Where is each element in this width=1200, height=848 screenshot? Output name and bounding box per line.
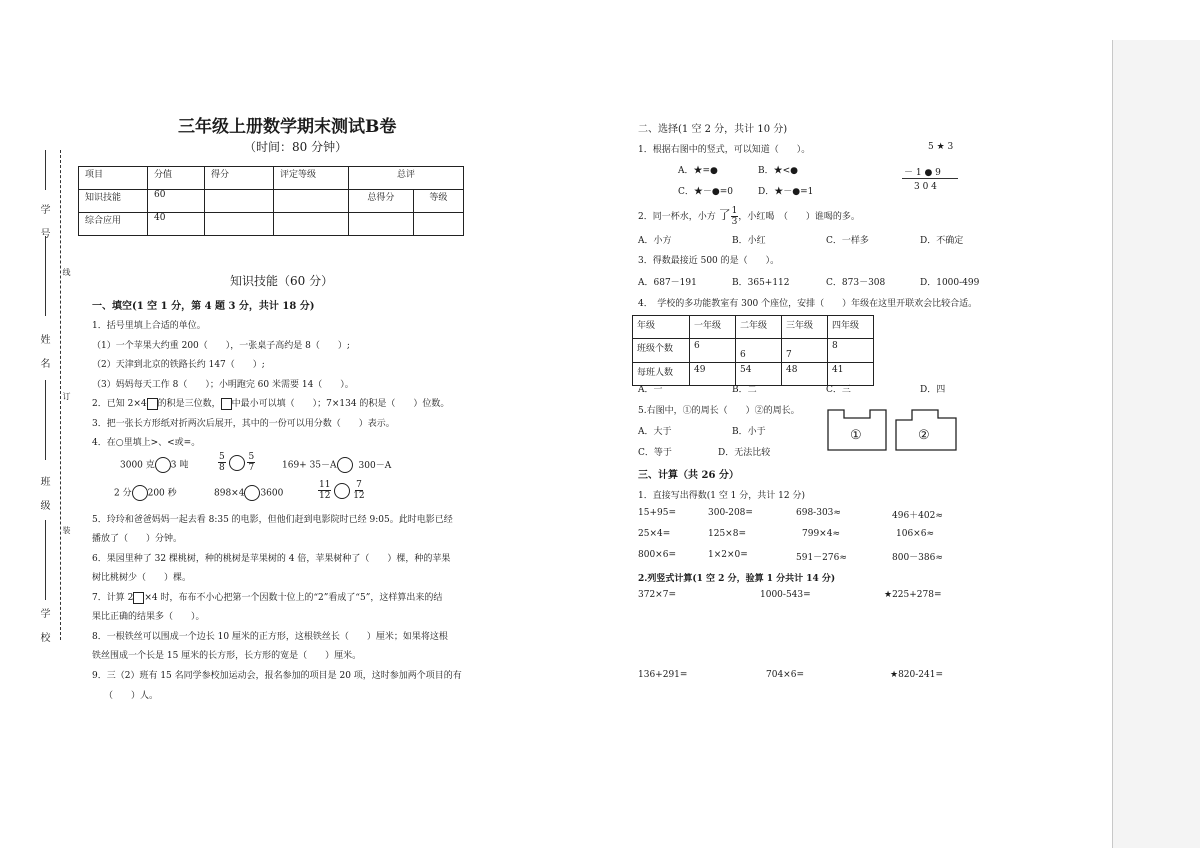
compare-circle[interactable] (155, 457, 171, 473)
question-2-part-a: 2．已知 2×4 (92, 399, 147, 409)
choice-4-option-b[interactable]: B．二 (732, 385, 757, 395)
choice-5: 5.右图中，①的周长（ ）②的周长。 (638, 406, 800, 416)
score-header-overall: 总评 (349, 167, 464, 190)
score-subheader-total: 总得分 (349, 190, 414, 213)
grade-header: 一年级 (690, 316, 736, 339)
score-header-grade: 评定等级 (274, 167, 349, 190)
part2-heading: 二、选择(1 空 2 分，共计 10 分) (638, 124, 788, 135)
score-subheader-level: 等级 (413, 190, 463, 213)
direct-calc: 1×2×0= (708, 550, 748, 560)
question-7-line2: 果比正确的结果多（ ）。 (92, 612, 205, 622)
question-1-2: （2）天津到北京的铁路长约 147（ ）; (92, 360, 265, 370)
question-3: 3．把一张长方形纸对折两次后展开，其中的一份可以用分数（ ）表示。 (92, 419, 395, 429)
score-row-item: 知识技能 (79, 190, 148, 213)
vertical-calc-item: 136+291= (638, 670, 688, 680)
question-9-line1: 9．三（2）班有 15 名同学参校加运动会，报名参加的项目是 20 项，这时参加两个项目的有 (92, 671, 462, 681)
direct-calc: 800×6= (638, 550, 676, 560)
direct-calc: 591－276≈ (796, 553, 847, 563)
score-cell-blank[interactable] (413, 213, 463, 236)
question-8-line2: 铁丝围成一个长是 15 厘米的长方形，长方形的宽是（ ）厘米。 (92, 651, 362, 661)
vertical-calc-item: 704×6= (766, 670, 804, 680)
choice-4: 4． 学校的多功能教室有 300 个座位，安排（ ）年级在这里开联欢会比较合适。 (638, 299, 978, 309)
choice-4-option-c[interactable]: C．三 (826, 385, 851, 395)
direct-calc: 125×8= (708, 529, 746, 539)
binding-label-xuexiao: 学 校 (38, 608, 49, 644)
vertical-calc-result: 3 0 4 (914, 182, 937, 192)
grade-cell: 41 (828, 363, 874, 386)
compare-left: 169+ 35－A (282, 460, 337, 471)
grade-row-label: 班级个数 (633, 339, 690, 363)
vertical-calc-item: ★820-241= (890, 670, 944, 680)
score-cell-blank[interactable] (274, 213, 349, 236)
grade-cell: 6 (690, 339, 736, 363)
direct-calc: 25×4= (638, 529, 671, 539)
choice-3-option-a[interactable]: A．687－191 (638, 278, 697, 288)
question-7-part-b: ×4 时，布布不小心把第一个因数十位上的“2”看成了“5”，这样算出来的结 (144, 593, 443, 603)
binding-label-banji: 班 级 (38, 476, 49, 512)
grade-row-label: 每班人数 (633, 363, 690, 386)
score-cell-blank[interactable] (205, 213, 274, 236)
question-5-line2: 播放了（ ）分钟。 (92, 534, 183, 544)
score-row-item: 综合应用 (79, 213, 148, 236)
choice-5-option-d[interactable]: D．无法比较 (718, 448, 771, 458)
perimeter-shapes-figure (826, 406, 966, 452)
grade-cell: 54 (736, 363, 782, 386)
compare-1 (120, 457, 188, 473)
choice-3-option-c[interactable]: C．873－308 (826, 278, 886, 288)
direct-calc: 698-303≈ (796, 508, 841, 518)
part3-heading: 三、计算（共 26 分） (638, 470, 739, 481)
choice-2-option-a[interactable]: A．小方 (638, 236, 672, 246)
question-2-part-b: 的积是三位数， (157, 399, 221, 409)
choice-1-option-a[interactable]: A．★=● (678, 166, 718, 176)
vertical-calc-top: 5 ★ 3 (928, 142, 954, 152)
compare-5 (214, 485, 283, 501)
fraction: $\frac{11}{12}$ (319, 480, 331, 501)
binding-blank-xuehao (45, 150, 46, 190)
choice-2-part-a: 2．同一杯水，小方 (638, 212, 716, 222)
question-2 (92, 396, 449, 410)
score-header-score: 得分 (205, 167, 274, 190)
grade-cell: 6 (736, 339, 782, 363)
compare-4 (114, 485, 177, 501)
choice-2-option-b[interactable]: B．小红 (732, 236, 766, 246)
question-1: 1．括号里填上合适的单位。 (92, 321, 206, 331)
score-cell-blank[interactable] (274, 190, 349, 213)
binding-mark-xian: 线 (62, 268, 71, 278)
part3-sub2: 2.列竖式计算(1 空 2 分，验算 1 分共计 14 分) (638, 574, 836, 584)
compare-circle[interactable] (334, 483, 350, 499)
choice-3: 3．得数最接近 500 的是（ ）。 (638, 256, 780, 266)
grade-cell: 49 (690, 363, 736, 386)
compare-left: 3000 克 (120, 460, 155, 471)
vertical-calc-item: ★225+278= (884, 590, 942, 600)
section-knowledge-title: 知识技能（60 分） (230, 274, 334, 288)
scan-edge (1112, 40, 1200, 848)
exam-time: （时间：80 分钟） (244, 140, 348, 154)
choice-2-option-d[interactable]: D．不确定 (920, 236, 964, 246)
compare-circle[interactable] (229, 455, 245, 471)
score-cell-blank[interactable] (349, 213, 414, 236)
grade-header: 年级 (633, 316, 690, 339)
score-header-item: 项目 (79, 167, 148, 190)
compare-right: 3600 (260, 488, 284, 499)
direct-calc: 300-208= (708, 508, 753, 518)
compare-circle[interactable] (244, 485, 260, 501)
choice-2-part-c: ，小红喝 （ ）谁喝的多。 (738, 212, 860, 222)
score-cell-blank[interactable] (205, 190, 274, 213)
fraction: $\frac{5}{7}$ (248, 452, 255, 473)
choice-1-option-d[interactable]: D．★－●=1 (758, 187, 814, 197)
question-8-line1: 8．一根铁丝可以围成一个边长 10 厘米的正方形，这根铁丝长（ ）厘米；如果将这根 (92, 632, 448, 642)
grade-header: 四年级 (828, 316, 874, 339)
part3-sub1: 1．直接写出得数(1 空 1 分，共计 12 分) (638, 491, 805, 501)
choice-2 (638, 206, 860, 227)
choice-2-option-c[interactable]: C．一样多 (826, 236, 869, 246)
compare-left: 2 分 (114, 488, 132, 499)
question-5-line1: 5．玲玲和爸爸妈妈一起去看 8:35 的电影，但他们赶到电影院时已经 9:05。此时电影已经 (92, 515, 453, 525)
shape-2-label: ② (918, 428, 930, 443)
choice-5-option-c[interactable]: C．等于 (638, 448, 672, 458)
fraction: $\frac{5}{8}$ (219, 452, 225, 473)
grade-header: 二年级 (736, 316, 782, 339)
vertical-calc-item: 372×7= (638, 590, 676, 600)
vertical-calc-item: 1000-543= (760, 590, 811, 600)
binding-blank-xingming (45, 236, 46, 316)
page-title: 三年级上册数学期末测试B卷 (178, 117, 397, 137)
binding-label-xuehao: 学 号 (38, 204, 49, 240)
fraction: $\frac{1}{3}$ (731, 206, 738, 227)
question-7-part-a: 7．计算 2 (92, 593, 134, 603)
compare-6 (318, 480, 365, 501)
compare-2 (218, 452, 255, 473)
question-1-1: （1）一个苹果大约重 200（ ），一张桌子高约是 8（ ）; (92, 341, 350, 351)
question-2-part-c: 中最小可以填（ ）；7×134 的积是（ ）位数。 (231, 399, 450, 409)
score-header-value: 分值 (148, 167, 205, 190)
binding-blank-xuexiao (45, 520, 46, 600)
blank-box[interactable] (147, 398, 158, 410)
choice-1: 1．根据右图中的竖式，可以知道（ ）。 (638, 145, 811, 155)
vertical-calc-line (902, 178, 958, 179)
choice-5-option-a[interactable]: A．大于 (638, 427, 672, 437)
grade-header: 三年级 (782, 316, 828, 339)
binding-mark-ding: 订 (62, 392, 71, 402)
choice-5-option-b[interactable]: B．小于 (732, 427, 766, 437)
direct-calc: 800－386≈ (892, 553, 943, 563)
question-1-3: （3）妈妈每天工作 8（ ）；小明跑完 60 米需要 14（ ）。 (92, 380, 354, 390)
compare-circle[interactable] (132, 485, 148, 501)
compare-right: 200 秒 (147, 488, 177, 499)
direct-calc: 15+95= (638, 508, 676, 518)
choice-1-option-c[interactable]: C．★－●=0 (678, 187, 734, 197)
question-6-line1: 6．果园里种了 32 棵桃树，种的桃树是苹果树的 4 倍，苹果树种了（ ）棵，种的苹果 (92, 554, 451, 564)
choice-3-option-d[interactable]: D．1000-499 (920, 278, 980, 288)
compare-circle[interactable] (337, 457, 353, 473)
compare-left: 898×4 (214, 488, 245, 499)
choice-4-option-a[interactable]: A．一 (638, 385, 663, 395)
score-row-value: 40 (148, 213, 205, 236)
compare-3 (282, 457, 391, 473)
question-7-line1 (92, 590, 442, 604)
compare-right: 300－A (358, 460, 392, 471)
blank-box[interactable] (221, 398, 232, 410)
fraction: $\frac{7}{12}$ (353, 480, 365, 501)
direct-calc: 106×6≈ (896, 529, 934, 539)
direct-calc: 799×4≈ (802, 529, 840, 539)
score-table (78, 166, 464, 236)
blank-box[interactable] (133, 592, 144, 604)
binding-mark-zhuang: 装 (62, 526, 71, 536)
compare-right: 3 吨 (170, 460, 189, 471)
grade-cell: 48 (782, 363, 828, 386)
shape-1-label: ① (850, 428, 862, 443)
choice-3-option-b[interactable]: B．365+112 (732, 278, 790, 288)
vertical-calc-mid: － 1 ● 9 (904, 168, 941, 178)
binding-blank-banji (45, 380, 46, 460)
question-9-line2: （ ）人。 (104, 691, 159, 701)
score-row-value: 60 (148, 190, 205, 213)
direct-calc: 496＋402≈ (892, 511, 943, 521)
grade-table (632, 315, 874, 386)
question-6-line2: 树比桃树少（ ）棵。 (92, 573, 192, 583)
grade-cell: 8 (828, 339, 874, 363)
choice-2-part-b: 了 (718, 208, 731, 222)
choice-4-option-d[interactable]: D．四 (920, 385, 946, 395)
choice-1-option-b[interactable]: B．★<● (758, 166, 799, 176)
grade-cell: 7 (782, 339, 828, 363)
question-4: 4．在○里填上>、<或=。 (92, 438, 201, 448)
binding-label-xingming: 姓 名 (38, 334, 49, 370)
part1-heading: 一、填空(1 空 1 分，第 4 题 3 分，共计 18 分) (92, 301, 315, 312)
